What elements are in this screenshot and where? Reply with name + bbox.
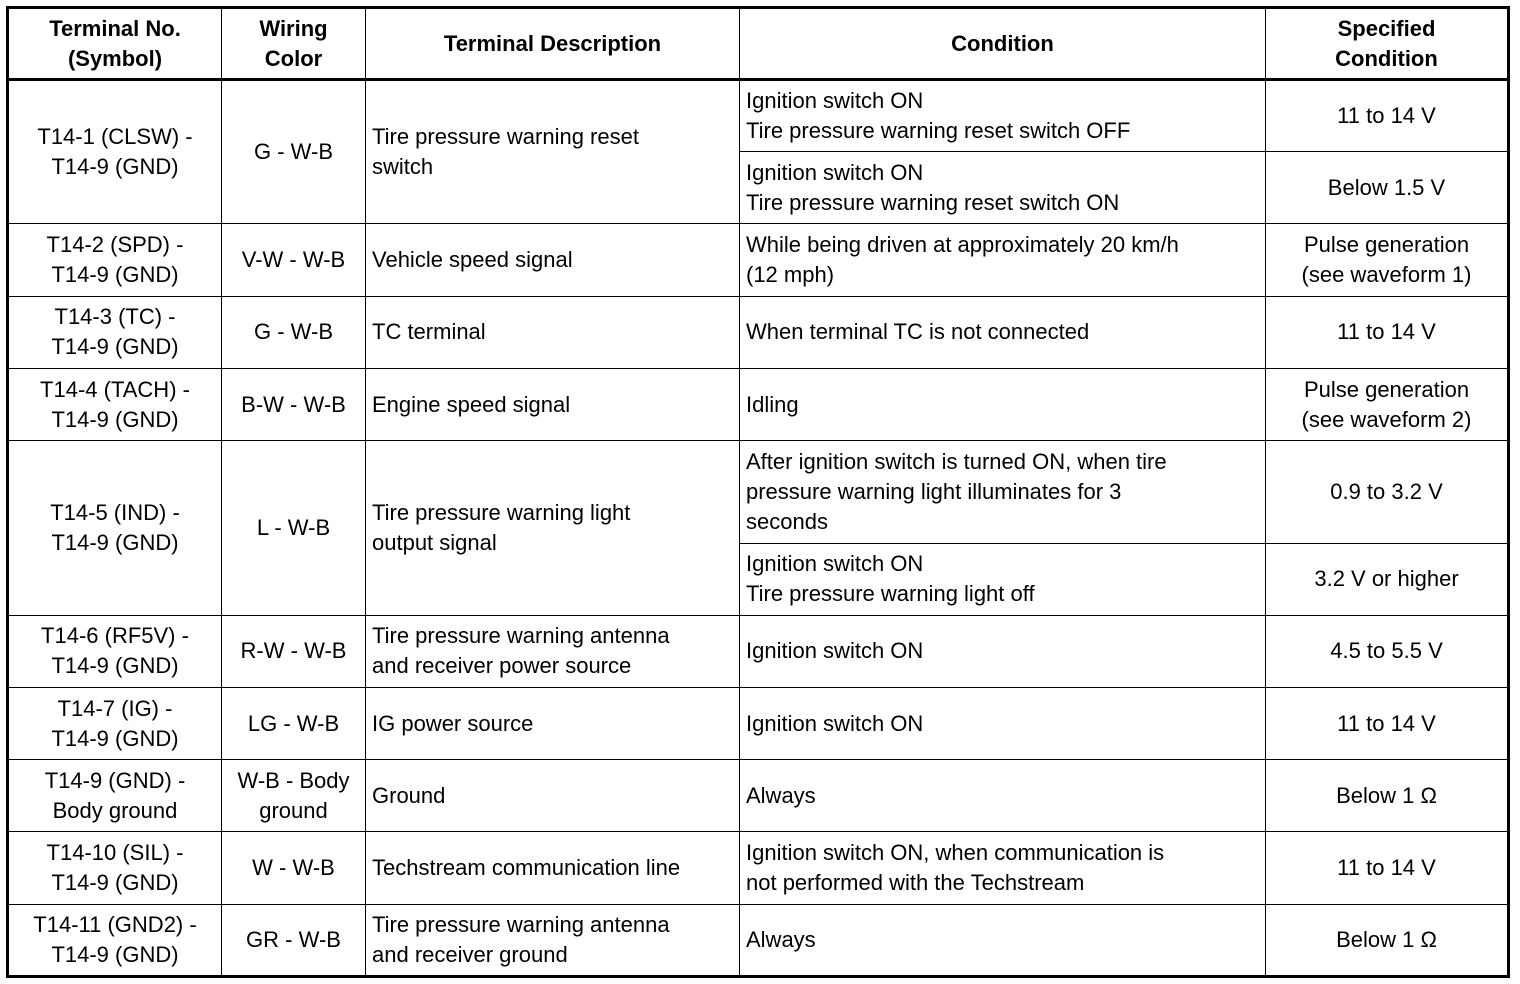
specified-cell: Below 1 Ω [1266,904,1509,976]
table-row [8,615,1509,687]
wiring-cell: R-W - W-B [222,615,366,687]
description-cell: Vehicle speed signal [366,224,740,296]
terminal-table [6,6,1510,978]
terminal-cell: T14-1 (CLSW) - T14-9 (GND) [8,80,222,224]
description-cell: TC terminal [366,296,740,368]
description-cell: Tire pressure warning light output signal [366,441,740,616]
specified-cell: Pulse generation (see waveform 1) [1266,224,1509,296]
description-cell: Techstream communication line [366,832,740,904]
wiring-cell: V-W - W-B [222,224,366,296]
terminal-cell: T14-9 (GND) - Body ground [8,760,222,832]
description-cell: Tire pressure warning antenna and receiver ground [366,904,740,976]
table-row [8,224,1509,296]
header-condition: Condition [740,8,1266,80]
description-cell: IG power source [366,687,740,759]
table-row [8,760,1509,832]
header-row [8,8,1509,80]
condition-cell: After ignition switch is turned ON, when tire pressure warning light illuminates for 3 seconds [740,441,1266,543]
specified-cell: 11 to 14 V [1266,832,1509,904]
condition-cell: Always [740,904,1266,976]
wiring-cell: GR - W-B [222,904,366,976]
terminal-cell: T14-11 (GND2) - T14-9 (GND) [8,904,222,976]
condition-cell: When terminal TC is not connected [740,296,1266,368]
terminal-cell: T14-3 (TC) - T14-9 (GND) [8,296,222,368]
description-cell: Engine speed signal [366,368,740,440]
condition-cell: Ignition switch ON Tire pressure warning reset switch ON [740,152,1266,224]
wiring-cell: G - W-B [222,296,366,368]
table-row [8,441,1509,543]
specified-cell: 3.2 V or higher [1266,543,1509,615]
table-row [8,904,1509,976]
header-terminal-description: Terminal Description [366,8,740,80]
condition-cell: Idling [740,368,1266,440]
description-cell: Tire pressure warning reset switch [366,80,740,224]
condition-cell: Always [740,760,1266,832]
specified-cell: Pulse generation (see waveform 2) [1266,368,1509,440]
specified-cell: 4.5 to 5.5 V [1266,615,1509,687]
table-row [8,687,1509,759]
terminal-cell: T14-4 (TACH) - T14-9 (GND) [8,368,222,440]
wiring-cell: W-B - Body ground [222,760,366,832]
specified-cell: 11 to 14 V [1266,687,1509,759]
wiring-cell: G - W-B [222,80,366,224]
specified-cell: 11 to 14 V [1266,296,1509,368]
condition-cell: Ignition switch ON [740,615,1266,687]
terminal-cell: T14-7 (IG) - T14-9 (GND) [8,687,222,759]
condition-cell: Ignition switch ON Tire pressure warning reset switch OFF [740,80,1266,152]
wiring-cell: LG - W-B [222,687,366,759]
header-wiring-color: Wiring Color [222,8,366,80]
specified-cell: Below 1.5 V [1266,152,1509,224]
header-specified-condition: Specified Condition [1266,8,1509,80]
terminal-cell: T14-10 (SIL) - T14-9 (GND) [8,832,222,904]
condition-cell: Ignition switch ON [740,687,1266,759]
wiring-cell: B-W - W-B [222,368,366,440]
terminal-cell: T14-2 (SPD) - T14-9 (GND) [8,224,222,296]
specified-cell: Below 1 Ω [1266,760,1509,832]
terminal-cell: T14-6 (RF5V) - T14-9 (GND) [8,615,222,687]
terminal-cell: T14-5 (IND) - T14-9 (GND) [8,441,222,616]
table-row [8,296,1509,368]
table-row [8,80,1509,152]
description-cell: Tire pressure warning antenna and receiver power source [366,615,740,687]
header-terminal-no: Terminal No. (Symbol) [8,8,222,80]
specified-cell: 11 to 14 V [1266,80,1509,152]
wiring-cell: L - W-B [222,441,366,616]
table-row [8,368,1509,440]
table-row [8,832,1509,904]
condition-cell: While being driven at approximately 20 km/h (12 mph) [740,224,1266,296]
specified-cell: 0.9 to 3.2 V [1266,441,1509,543]
description-cell: Ground [366,760,740,832]
condition-cell: Ignition switch ON, when communication is not performed with the Techstream [740,832,1266,904]
condition-cell: Ignition switch ON Tire pressure warning light off [740,543,1266,615]
wiring-cell: W - W-B [222,832,366,904]
